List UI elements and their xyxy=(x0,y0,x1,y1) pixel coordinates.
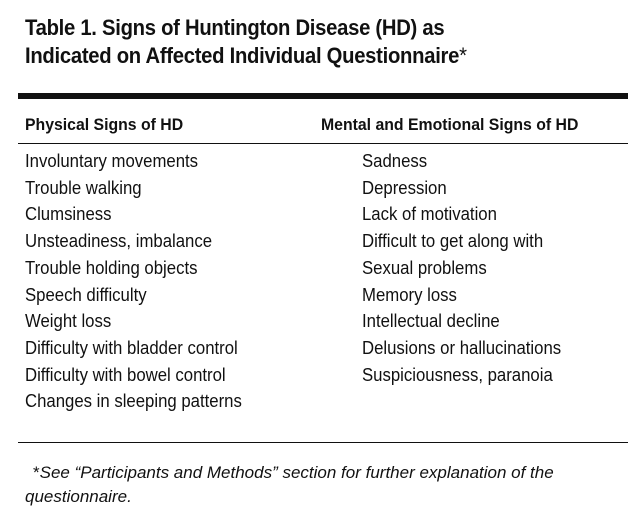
table-title-line-2 xyxy=(25,42,568,70)
list-item: Difficult to get along with xyxy=(362,231,544,252)
footnote-text: See “Participants and Methods” section for further explanation of the questionnaire. xyxy=(25,463,554,506)
footnote-mark: * xyxy=(33,463,40,482)
list-item: Sadness xyxy=(362,151,428,171)
list-item: Trouble holding objects xyxy=(25,257,198,278)
physical-signs-list xyxy=(25,148,258,415)
table-title-line-2-text: Indicated on Affected Individual Questionnaire xyxy=(25,43,460,68)
column-header-mental: Mental and Emotional Signs of HD xyxy=(321,115,579,134)
title-footnote-mark: * xyxy=(459,43,467,68)
table-title-line-1: Table 1. Signs of Huntington Disease (HD) as xyxy=(25,15,445,40)
list-item: Lack of motivation xyxy=(362,204,497,225)
bottom-rule xyxy=(18,442,628,443)
list-item: Difficulty with bowel control xyxy=(25,364,226,385)
top-rule xyxy=(18,93,628,99)
list-item: Unsteadiness, imbalance xyxy=(25,231,213,252)
list-item: Suspiciousness, paranoia xyxy=(362,364,553,385)
list-item: Trouble walking xyxy=(25,177,142,198)
column-header-physical: Physical Signs of HD xyxy=(25,115,184,134)
list-item: Sexual problems xyxy=(362,257,487,278)
list-item: Memory loss xyxy=(362,284,457,305)
header-rule xyxy=(18,143,628,144)
list-item: Clumsiness xyxy=(25,204,112,225)
list-item: Speech difficulty xyxy=(25,284,147,305)
list-item: Weight loss xyxy=(25,311,112,332)
list-item: Changes in sleeping patterns xyxy=(25,391,242,412)
list-item: Intellectual decline xyxy=(362,311,500,332)
list-item: Delusions or hallucinations xyxy=(362,337,562,358)
table-title xyxy=(25,14,568,70)
mental-signs-list xyxy=(362,148,576,388)
list-item: Involuntary movements xyxy=(25,151,199,171)
list-item: Depression xyxy=(362,177,447,198)
table-footnote xyxy=(25,461,625,509)
list-item: Difficulty with bladder control xyxy=(25,337,238,358)
